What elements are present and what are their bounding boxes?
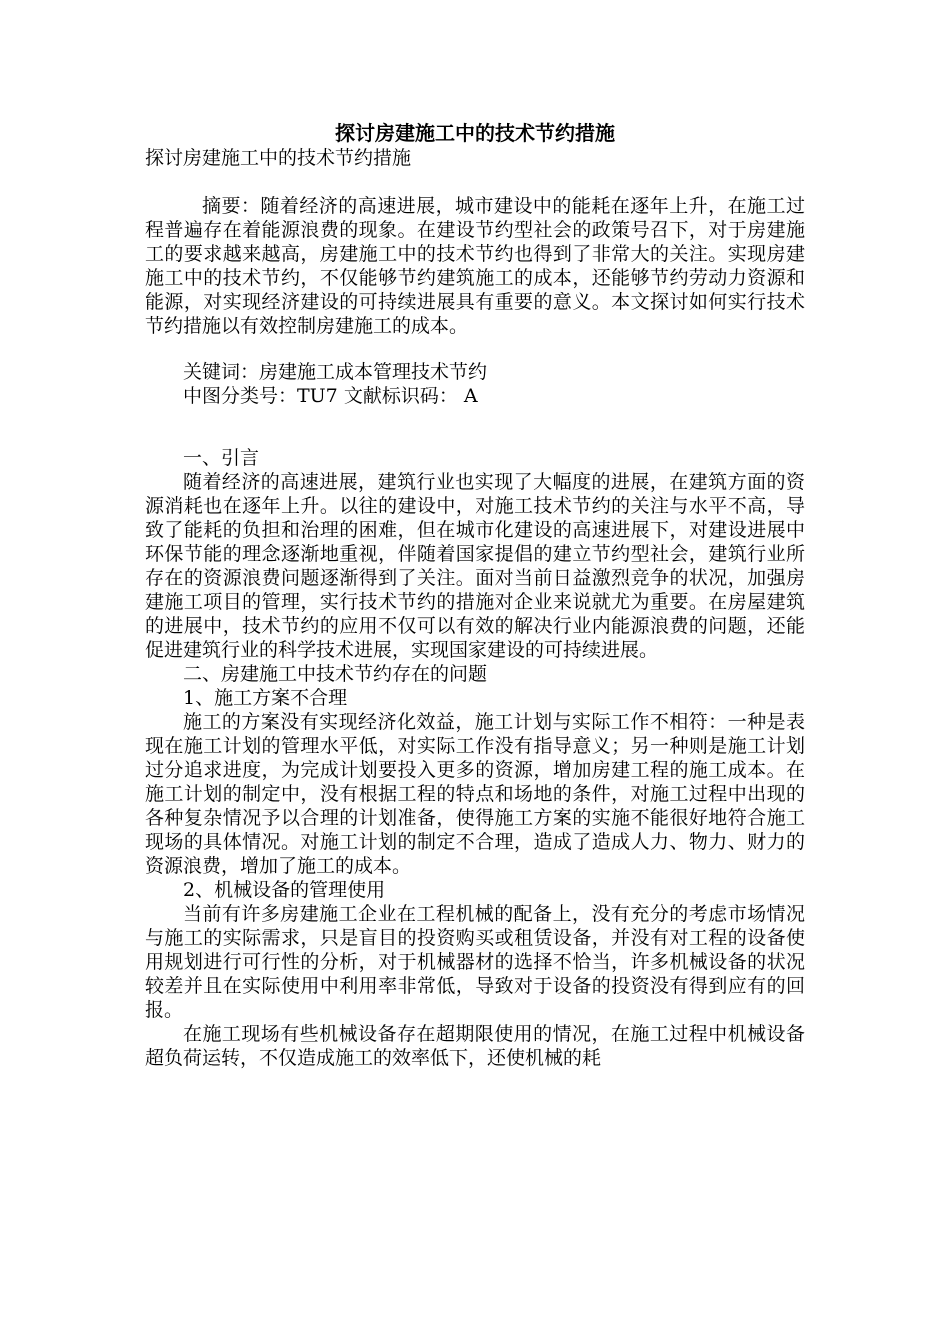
spacer	[145, 408, 805, 446]
machinery-paragraph-1: 当前有许多房建施工企业在工程机械的配备上，没有充分的考虑市场情况与施工的实际需求，只是盲目的投资购买或租赁设备，并没有对工程的设备使用规划进行可行性的分析，对于机械器材的选择不恰当，许多机械设备的状况较差并且在实际使用中利用率非常低，导致对于设备的投资没有得到应有的回报。	[145, 903, 805, 1021]
classification-line: 中图分类号：TU7 文献标识码： A	[183, 385, 478, 407]
spacer	[145, 172, 805, 194]
section-heading-introduction: 一、引言	[183, 447, 260, 469]
construction-plan-paragraph: 施工的方案没有实现经济化效益，施工计划与实际工作不相符：一种是表现在施工计划的管理水平低，对实际工作没有指导意义；另一种则是施工计划过分追求进度，为完成计划要投入更多的资源，增加房建工程的施工成本。在施工计划的制定中，没有根据工程的特点和场地的条件，对施工过程中出现的各种复杂情况予以合理的计划准备，使得施工方案的实施不能很好地符合施工现场的具体情况。对施工计划的制定不合理，造成了造成人力、物力、财力的资源浪费，增加了施工的成本。	[145, 711, 805, 877]
keywords-line: 关键词：房建施工成本管理技术节约	[183, 361, 488, 383]
section-heading-problems: 二、房建施工中技术节约存在的问题	[183, 663, 488, 685]
subsection-heading-construction-plan: 1、施工方案不合理	[183, 687, 348, 709]
spacer	[145, 338, 805, 360]
abstract-paragraph: 摘要：随着经济的高速进展，城市建设中的能耗在逐年上升，在施工过程普遍存在着能源浪费的现象。在建设节约型社会的政策号召下，对于房建施工的要求越来越高，房建施工中的技术节约也得到了非常大的关注。实现房建施工中的技术节约，不仅能够节约建筑施工的成本，还能够节约劳动力资源和能源，对实现经济建设的可持续进展具有重要的意义。本文探讨如何实行技术节约措施以有效控制房建施工的成本。	[145, 195, 805, 337]
document-page	[145, 120, 805, 1070]
machinery-paragraph-2: 在施工现场有些机械设备存在超期限使用的情况，在施工过程中机械设备超负荷运转，不仅造成施工的效率低下，还使机械的耗	[145, 1023, 805, 1069]
document-subtitle: 探讨房建施工中的技术节约措施	[145, 147, 412, 169]
introduction-paragraph: 随着经济的高速进展，建筑行业也实现了大幅度的进展，在建筑方面的资源消耗也在逐年上升。以往的建设中，对施工技术节约的关注与水平不高，导致了能耗的负担和治理的困难，但在城市化建设的高速进展下，对建设进展中环保节能的理念逐渐地重视，伴随着国家提倡的建立节约型社会，建筑行业所存在的资源浪费问题逐渐得到了关注。面对当前日益激烈竞争的状况，加强房建施工项目的管理，实行技术节约的措施对企业来说就尤为重要。在房屋建筑的进展中，技术节约的应用不仅可以有效的解决行业内能源浪费的问题，还能促进建筑行业的科学技术进展，实现国家建设的可持续进展。	[145, 471, 805, 661]
subsection-heading-machinery: 2、机械设备的管理使用	[183, 879, 386, 901]
document-title: 探讨房建施工中的技术节约措施	[335, 121, 615, 145]
